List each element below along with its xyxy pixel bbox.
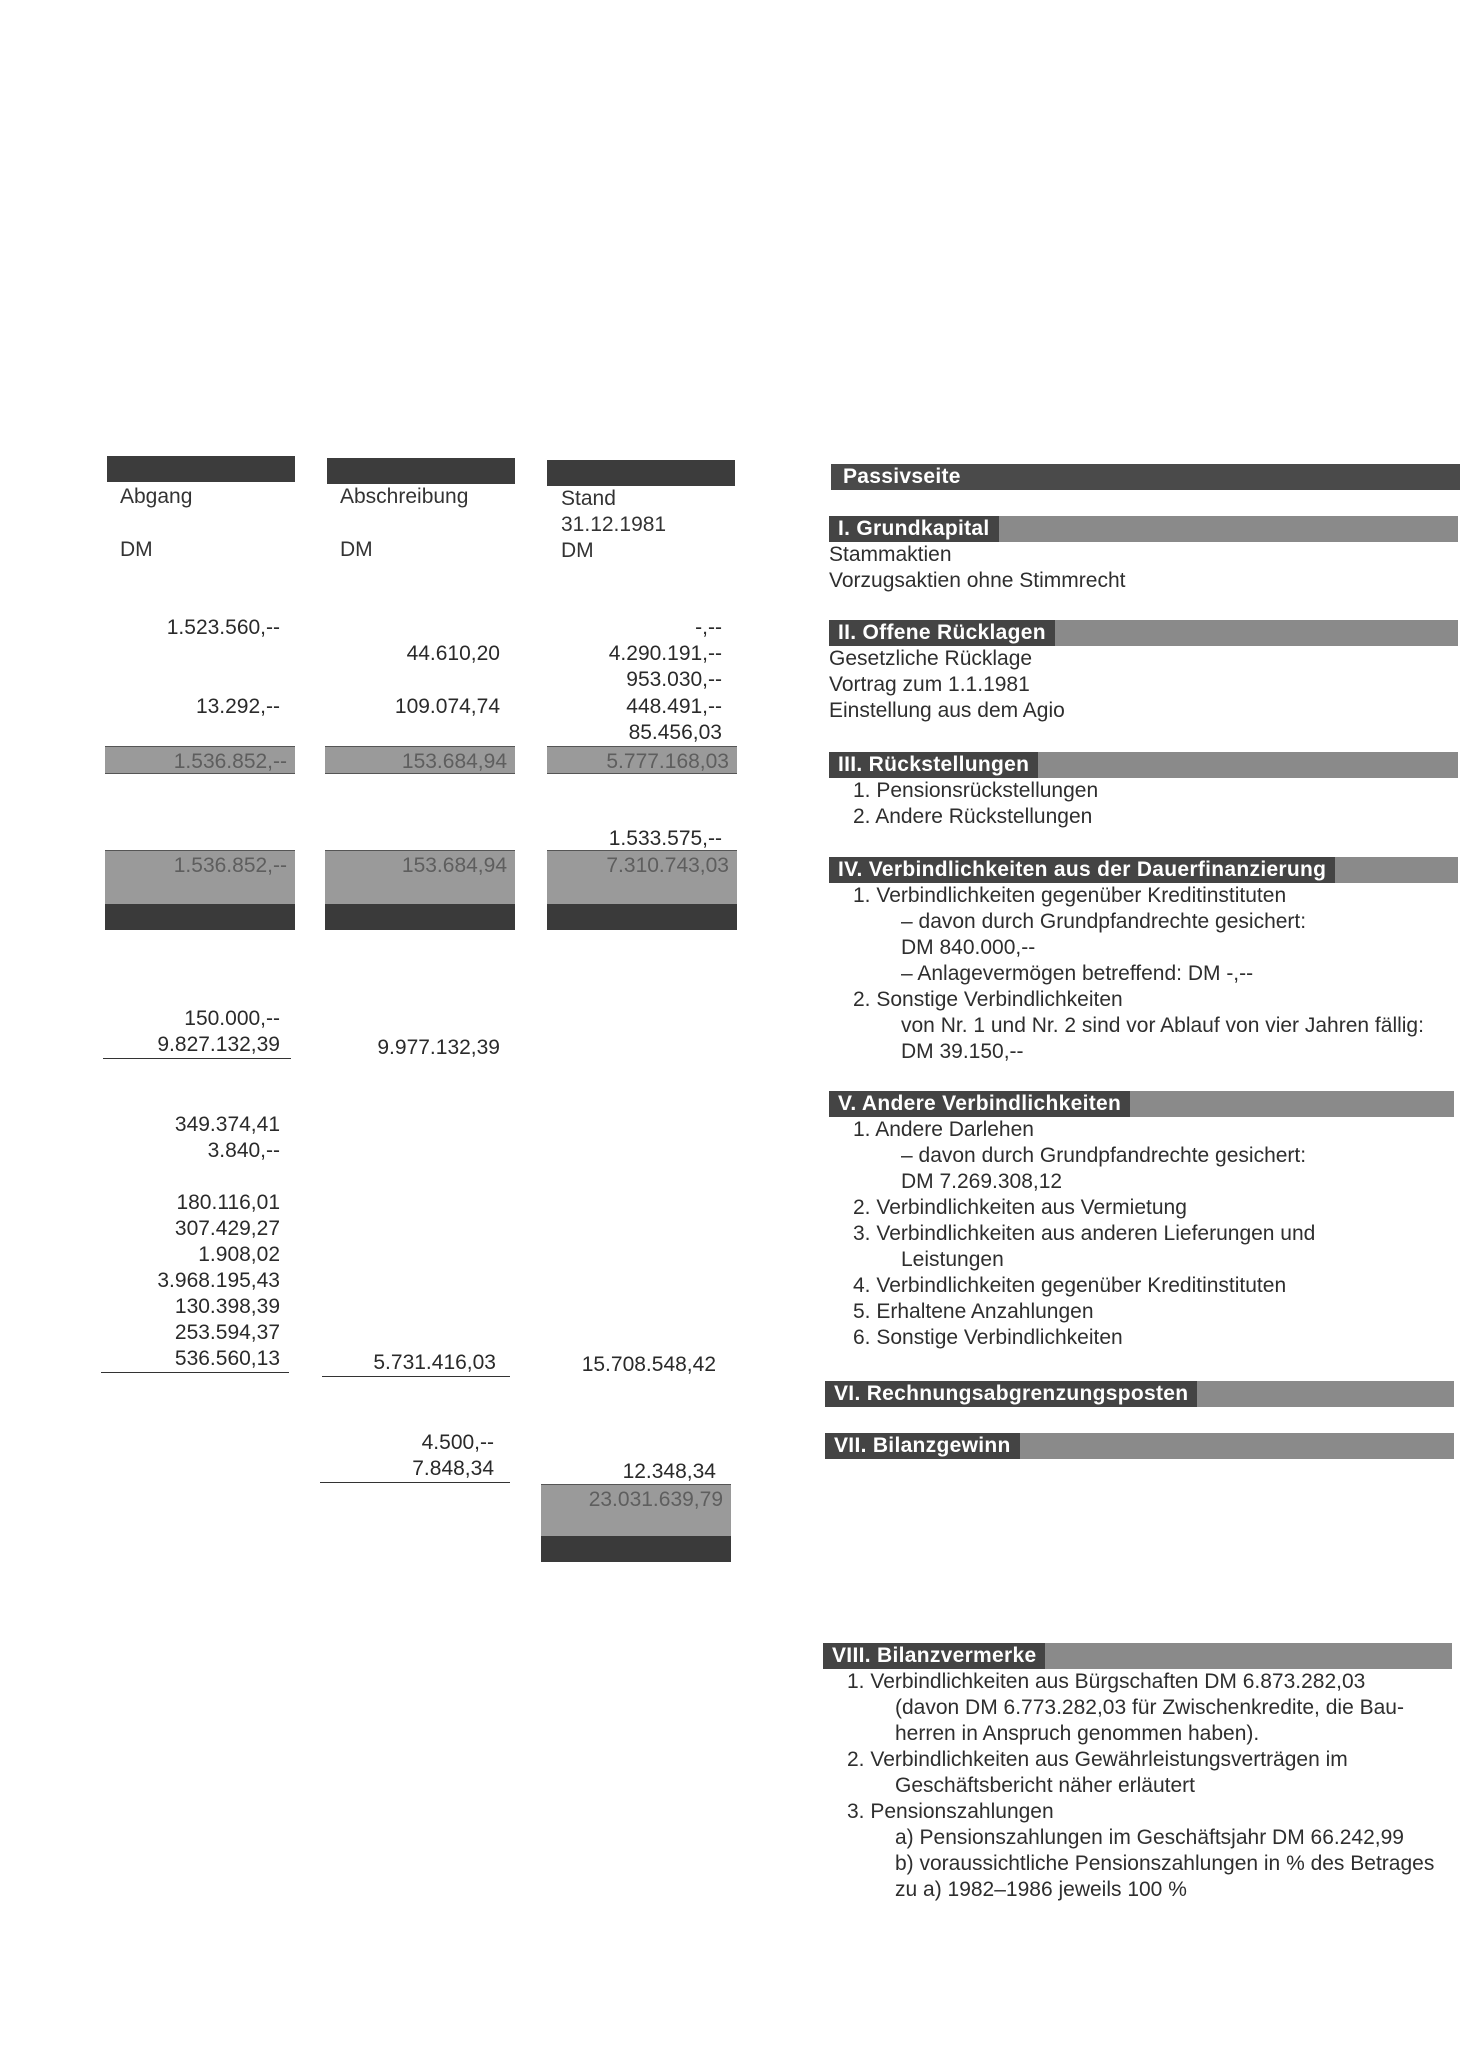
text-line: zu a) 1982–1986 jeweils 100 % [895, 1878, 1187, 1901]
value-cell: 150.000,-- [184, 1007, 280, 1030]
underline-rule [101, 1372, 289, 1373]
text-line: Einstellung aus dem Agio [829, 699, 1065, 722]
text-line: 4. Verbindlichkeiten gegenüber Kreditinstituten [853, 1274, 1287, 1297]
value-cell: 9.977.132,39 [377, 1036, 500, 1059]
text-line: 5. Erhaltene Anzahlungen [853, 1300, 1094, 1323]
value-cell: 5.731.416,03 [373, 1351, 496, 1374]
total-box-abschreibung [325, 850, 515, 905]
section-body-rueckstellungen [829, 778, 1098, 830]
subtotal-value: 153.684,94 [401, 750, 507, 773]
section-header-bilanzvermerke [823, 1643, 1452, 1669]
text-line: 1. Verbindlichkeiten aus Bürgschaften DM 6.873.282,03 [847, 1670, 1366, 1693]
section-header-andere-verbindlichkeiten [829, 1091, 1454, 1117]
subtotal-box-abschreibung [325, 746, 515, 774]
total-footer-bar [547, 904, 737, 930]
value-cell: 7.848,34 [412, 1457, 494, 1480]
text-line: b) voraussichtliche Pensionszahlungen in % des Betrages [895, 1852, 1435, 1875]
column-header-bar-stand [547, 460, 735, 486]
value-cell: 130.398,39 [174, 1295, 280, 1318]
value-cell: 109.074,74 [394, 695, 500, 718]
text-line: herren in Anspruch genommen haben). [895, 1722, 1260, 1745]
text-line: 1. Verbindlichkeiten gegenüber Kreditinstituten [853, 884, 1287, 907]
column-header-abschreibung: Abschreibung [340, 485, 469, 508]
value-cell: 307.429,27 [174, 1217, 280, 1240]
column-header-bar-abschreibung [327, 458, 515, 484]
section-title: VIII. Bilanzvermerke [823, 1643, 1045, 1669]
section-header-dauerfinanzierung [829, 857, 1458, 883]
subtotal-value: 1.536.852,-- [173, 750, 287, 773]
value-cell: 536.560,13 [174, 1347, 280, 1370]
text-line: Gesetzliche Rücklage [829, 647, 1033, 670]
passivseite-title: Passivseite [843, 465, 961, 488]
section-body-bilanzvermerke [823, 1669, 1434, 1903]
value-cell: 448.491,-- [626, 695, 722, 718]
text-line: 2. Verbindlichkeiten aus Gewährleistungsverträgen im [847, 1748, 1348, 1771]
value-cell: 3.968.195,43 [157, 1269, 280, 1292]
total-footer-bar [105, 904, 295, 930]
section-header-grundkapital [829, 516, 1458, 542]
value-cell: 44.610,20 [406, 642, 500, 665]
section-title: IV. Verbindlichkeiten aus der Dauerfinanzierung [829, 857, 1335, 883]
underline-rule [322, 1376, 510, 1377]
text-line: – davon durch Grundpfandrechte gesichert: [901, 910, 1307, 933]
total-value: 1.536.852,-- [173, 854, 287, 877]
section-body-andere-verbindlichkeiten [829, 1117, 1315, 1351]
text-line: 2. Andere Rückstellungen [853, 805, 1093, 828]
grand-total-box [541, 1484, 731, 1537]
passivseite-header [831, 464, 1460, 490]
section-header-offene-ruecklagen [829, 620, 1458, 646]
section-title: III. Rückstellungen [829, 752, 1038, 778]
value-cell: 9.827.132,39 [157, 1033, 280, 1056]
text-line: Geschäftsbericht näher erläutert [895, 1774, 1195, 1797]
text-line: (davon DM 6.773.282,03 für Zwischenkredite, die Bau- [895, 1696, 1404, 1719]
underline-rule [103, 1058, 291, 1059]
section-title: VI. Rechnungsabgrenzungsposten [825, 1381, 1197, 1407]
section-header-rueckstellungen [829, 752, 1458, 778]
text-line: 2. Verbindlichkeiten aus Vermietung [853, 1196, 1187, 1219]
text-line: 1. Pensionsrückstellungen [853, 779, 1099, 802]
column-unit-abschreibung: DM [340, 538, 373, 561]
total-box-stand [547, 850, 737, 905]
text-line: DM 7.269.308,12 [901, 1170, 1063, 1193]
value-cell: 253.594,37 [174, 1321, 280, 1344]
column-date-stand: 31.12.1981 [561, 513, 667, 536]
total-value: 153.684,94 [401, 854, 507, 877]
text-line: 3. Verbindlichkeiten aus anderen Lieferungen und [853, 1222, 1316, 1245]
grand-total-value: 23.031.639,79 [588, 1488, 723, 1511]
text-line: 2. Sonstige Verbindlichkeiten [853, 988, 1123, 1011]
value-cell: 1.523.560,-- [166, 616, 280, 639]
text-line: – Anlagevermögen betreffend: DM -,-- [901, 962, 1254, 985]
section-body-offene-ruecklagen [829, 646, 1065, 724]
total-value: 7.310.743,03 [606, 854, 729, 877]
text-line: von Nr. 1 und Nr. 2 sind vor Ablauf von vier Jahren fällig: [901, 1014, 1424, 1037]
subtotal-value: 5.777.168,03 [606, 750, 729, 773]
grand-total-footer-bar [541, 1536, 731, 1562]
value-cell: 3.840,-- [207, 1139, 280, 1162]
section-body-dauerfinanzierung [829, 883, 1424, 1065]
value-cell: 4.500,-- [421, 1431, 494, 1454]
text-line: Stammaktien [829, 543, 952, 566]
text-line: 6. Sonstige Verbindlichkeiten [853, 1326, 1123, 1349]
text-line: 1. Andere Darlehen [853, 1118, 1034, 1141]
section-title: II. Offene Rücklagen [829, 620, 1055, 646]
text-line: – davon durch Grundpfandrechte gesichert: [901, 1144, 1307, 1167]
value-cell: -,-- [695, 616, 722, 639]
column-unit-abgang: DM [120, 538, 153, 561]
value-cell: 1.533.575,-- [608, 827, 722, 850]
value-cell: 15.708.548,42 [581, 1353, 716, 1376]
subtotal-box-abgang [105, 746, 295, 774]
underline-rule [320, 1482, 510, 1483]
text-line: a) Pensionszahlungen im Geschäftsjahr DM 66.242,99 [895, 1826, 1404, 1849]
section-title: V. Andere Verbindlichkeiten [829, 1091, 1130, 1117]
value-cell: 953.030,-- [626, 668, 722, 691]
value-cell: 1.908,02 [198, 1243, 280, 1266]
text-line: Vorzugsaktien ohne Stimmrecht [829, 569, 1126, 592]
section-title: VII. Bilanzgewinn [825, 1433, 1020, 1459]
value-cell: 180.116,01 [176, 1191, 280, 1214]
text-line: Vortrag zum 1.1.1981 [829, 673, 1030, 696]
value-cell: 4.290.191,-- [608, 642, 722, 665]
value-cell: 12.348,34 [622, 1460, 716, 1483]
total-footer-bar [325, 904, 515, 930]
column-unit-stand: DM [561, 539, 594, 562]
section-title: I. Grundkapital [829, 516, 999, 542]
value-cell: 13.292,-- [195, 695, 280, 718]
text-line: Leistungen [901, 1248, 1004, 1271]
text-line: DM 39.150,-- [901, 1040, 1024, 1063]
section-header-bilanzgewinn [825, 1433, 1454, 1459]
section-body-grundkapital [829, 542, 1125, 594]
column-header-stand: Stand [561, 487, 616, 510]
section-header-rechnungsabgrenzungsposten [825, 1381, 1454, 1407]
value-cell: 85.456,03 [628, 721, 722, 744]
value-cell: 349.374,41 [174, 1113, 280, 1136]
text-line: 3. Pensionszahlungen [847, 1800, 1054, 1823]
total-box-abgang [105, 850, 295, 905]
column-header-abgang: Abgang [120, 485, 193, 508]
subtotal-box-stand [547, 746, 737, 774]
column-header-bar-abgang [107, 456, 295, 482]
text-line: DM 840.000,-- [901, 936, 1036, 959]
